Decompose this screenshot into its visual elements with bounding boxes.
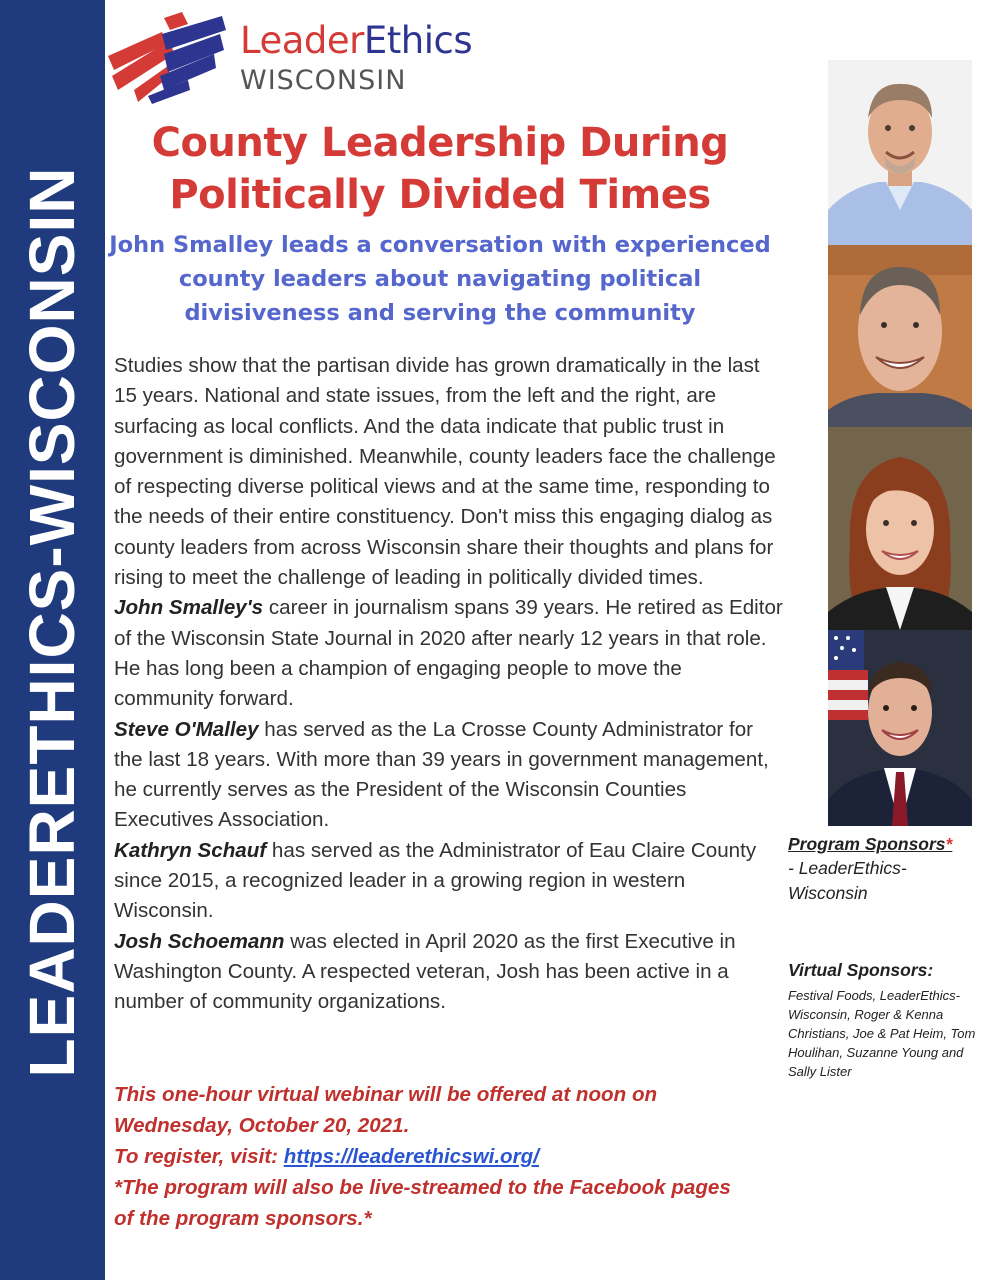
portrait-image bbox=[828, 630, 972, 826]
side-banner bbox=[0, 0, 105, 1280]
logo-wordmark bbox=[240, 19, 473, 62]
asterisk: * bbox=[945, 834, 953, 854]
bio-text: has served as the La Crosse County Administrator for the last 18 years. With more than 39 years in government management, he currently serves as the President of the Wisconsin Counties Executives Association. bbox=[114, 717, 769, 832]
bio-text: career in journalism spans 39 years. He retired as Editor of the Wisconsin State Journal in 2020 after nearly 12 years in that role. He has long been a champion of engaging people to move the community forward. bbox=[114, 596, 783, 711]
photo-john-smalley bbox=[828, 60, 972, 245]
program-sponsors-heading-text: Program Sponsors bbox=[788, 834, 946, 854]
portrait-image bbox=[828, 427, 972, 630]
side-banner-text: LEADERETHICS-WISCONSIN bbox=[16, 166, 88, 1078]
bio-steve-omalley bbox=[114, 715, 786, 836]
bio-text: has served as the Administrator of Eau Claire County since 2015, a recognized leader in a growing region in western Wisconsin. bbox=[114, 838, 757, 923]
photo-josh-schoemann bbox=[828, 630, 972, 826]
bio-josh-schoemann bbox=[114, 927, 786, 1018]
intro-paragraph: Studies show that the partisan divide has grown dramatically in the last 15 years. National and state issues, from the left and the right, are surfacing as local conflicts. And the data indicate that public trust in government is diminished. Meanwhile, county leaders face the challenge of respecting diverse political views and at the same time, responding to the needs of their entire constituency. Don't miss this engaging dialog as county leaders from across Wisconsin share their thoughts and plans for rising to meet the challenge of leading in politically divided times. bbox=[114, 354, 776, 590]
logo-subtitle: WISCONSIN bbox=[240, 65, 407, 96]
webinar-info: This one-hour virtual webinar will be offered at noon on Wednesday, October 20, 2021. bbox=[114, 1083, 658, 1137]
page-subtitle: John Smalley leads a conversation with experienced county leaders about navigating political divisiveness and serving the community bbox=[109, 232, 771, 326]
bio-name: Josh Schoemann bbox=[114, 929, 285, 953]
register-label: To register, visit: bbox=[114, 1145, 284, 1168]
register-line bbox=[114, 1141, 754, 1172]
call-to-action bbox=[114, 1079, 754, 1234]
photo-kathryn-schauf bbox=[828, 427, 972, 630]
logo-wordmark-ethics: Ethics bbox=[363, 19, 473, 62]
program-sponsors-heading bbox=[788, 832, 984, 856]
article-body bbox=[114, 351, 786, 1018]
logo-wordmark-leader: Leader bbox=[240, 19, 364, 62]
photo-steve-omalley bbox=[828, 245, 972, 427]
bio-name: Steve O'Malley bbox=[114, 717, 259, 741]
program-sponsor-line: - LeaderEthics- bbox=[788, 858, 907, 878]
register-link[interactable]: https://leaderethicswi.org/ bbox=[283, 1145, 539, 1168]
bio-john-smalley bbox=[114, 593, 786, 714]
virtual-sponsors-heading: Virtual Sponsors: bbox=[788, 960, 934, 980]
livestream-note: *The program will also be live-streamed to the Facebook pages of the program sponsors.* bbox=[114, 1176, 731, 1230]
logo-brush-icon bbox=[104, 10, 228, 106]
bio-name: Kathryn Schauf bbox=[114, 838, 267, 862]
virtual-sponsors-list: Festival Foods, LeaderEthics-Wisconsin, Roger & Kenna Christians, Joe & Pat Heim, Tom Houlihan, Suzanne Young and Sally Lister bbox=[788, 988, 976, 1079]
bio-text: was elected in April 2020 as the first Executive in Washington County. A respected veteran, Josh has been active in a number of community organizations. bbox=[114, 929, 736, 1014]
bio-name: John Smalley's bbox=[114, 596, 264, 620]
program-sponsor-line: Wisconsin bbox=[788, 883, 868, 903]
program-sponsors bbox=[788, 832, 984, 906]
portrait-image bbox=[828, 245, 972, 427]
bio-kathryn-schauf bbox=[114, 836, 786, 927]
portrait-image bbox=[828, 60, 972, 245]
page-title: County Leadership During Politically Divided Times bbox=[151, 120, 729, 218]
